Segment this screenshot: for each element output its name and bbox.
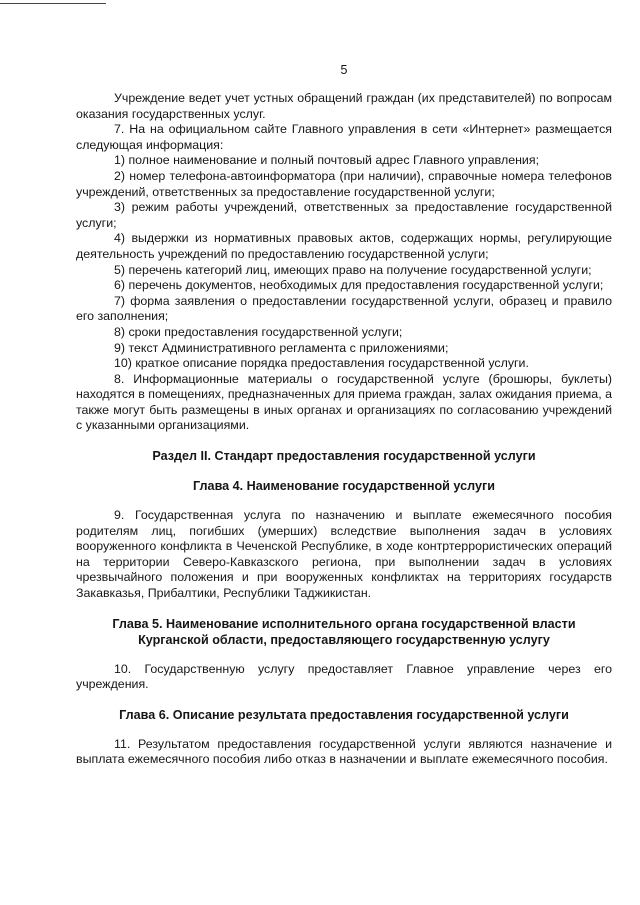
chapter-6-heading: Глава 6. Описание результата предоставления государственной услуги xyxy=(119,707,569,722)
page-number: 5 xyxy=(340,63,348,77)
chapter-5-heading-line-1: Глава 5. Наименование исполнительного органа государственной власти xyxy=(112,616,576,631)
paragraph-11: 11. Результатом предоставления государственной услуги являются назначение и выплата ежемесячного пособия либо отказ в назначении и выплате ежемесячного пособия. xyxy=(76,736,612,767)
paragraph-10: 10. Государственную услугу предоставляет Главное управление через его учреждения. xyxy=(76,661,612,692)
paragraph-7: 7. На на официальном сайте Главного управления в сети «Интернет» размещается следующая информация: xyxy=(76,122,612,152)
section-2-heading: Раздел II. Стандарт предоставления государственной услуги xyxy=(152,449,536,464)
list-item-8: 8) сроки предоставления государственной услуги; xyxy=(114,324,403,339)
paragraph-oral-requests: Учреждение ведет учет устных обращений граждан (их представителей) по вопросам оказания государственных услуг. xyxy=(76,91,612,121)
list-item-5: 5) перечень категорий лиц, имеющих право на получение государственной услуги; xyxy=(114,262,592,277)
chapter-5-heading-line-2: Курганской области, предоставляющего государственную услугу xyxy=(138,632,550,647)
list-item-7: 7) форма заявления о предоставлении государственной услуги, образец и правило его заполнения; xyxy=(76,293,612,324)
chapter-4-heading: Глава 4. Наименование государственной услуги xyxy=(193,479,495,494)
list-item-2: 2) номер телефона-автоинформатора (при наличии), справочные номера телефонов учреждений, ответственных за предоставление государственной услуги; xyxy=(76,168,612,199)
list-item-1: 1) полное наименование и полный почтовый адрес Главного управления; xyxy=(114,153,540,168)
paragraph-8: 8. Информационные материалы о государственной услуге (брошюры, буклеты) находятся в помещениях, предназначенных для приема граждан, залах ожидания приема, а также могут быть размещены в иных органах и организациях по согласованию учреждений с указанными организациями. xyxy=(76,371,612,433)
document-body xyxy=(76,91,612,768)
list-item-10: 10) краткое описание порядка предоставления государственной услуги. xyxy=(114,356,529,371)
list-item-3: 3) режим работы учреждений, ответственных за предоставление государственной услуги; xyxy=(76,200,612,230)
list-item-4: 4) выдержки из нормативных правовых актов, содержащих нормы, регулирующие деятельность учреждений по предоставлению государственной услуги; xyxy=(76,231,612,261)
corner-rule xyxy=(0,3,106,4)
paragraph-9: 9. Государственная услуга по назначению и выплате ежемесячного пособия родителям лиц, погибших (умерших) вследствие выполнения задач в условиях вооруженного конфликта в Чеченской Республике, в ходе контртеррористических операций на территории Северо-Кавказского региона, при выполнении задач в условиях чрезвычайного положения и при вооруженных конфликтах на территориях государств Закавказья, Прибалтики, Республики Таджикистан. xyxy=(76,508,612,601)
list-item-9: 9) текст Административного регламента с приложениями; xyxy=(114,340,449,355)
list-item-6: 6) перечень документов, необходимых для предоставления государственной услуги; xyxy=(114,278,604,293)
